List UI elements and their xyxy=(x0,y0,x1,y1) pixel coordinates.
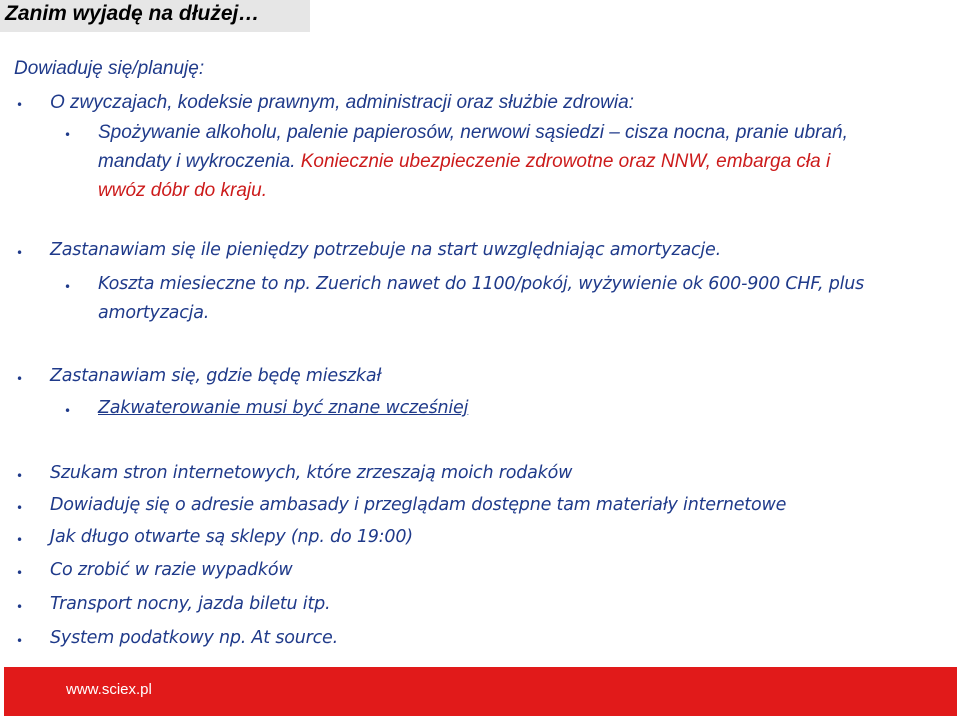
bullet-icon: • xyxy=(16,566,24,580)
list-item: Jak długo otwarte są sklepy (np. do 19:00) xyxy=(50,527,413,547)
list-item: Dowiaduję się o adresie ambasady i przeglądam dostępne tam materiały internetowe xyxy=(50,495,787,515)
bullet-icon: • xyxy=(16,533,24,547)
section2-heading: Zastanawiam się ile pieniędzy potrzebuje na start uwzględniając amortyzacje. xyxy=(50,240,721,260)
bullet-icon: • xyxy=(64,128,72,142)
bullet-icon: • xyxy=(64,404,72,418)
page-title: Zanim wyjadę na dłużej… xyxy=(5,2,260,25)
section2-sub-line-2: amortyzacja. xyxy=(98,303,210,323)
section1-sub-line-3: wwóz dóbr do kraju. xyxy=(98,180,267,201)
bullet-icon: • xyxy=(16,98,24,112)
section3-heading: Zastanawiam się, gdzie będę mieszkał xyxy=(50,366,382,386)
footer-url[interactable]: www.sciex.pl xyxy=(66,681,152,698)
section1-heading: O zwyczajach, kodeksie prawnym, administracji oraz służbie zdrowia: xyxy=(50,92,634,113)
bullet-icon: • xyxy=(16,600,24,614)
list-item: System podatkowy np. At source. xyxy=(50,628,338,648)
intro-text: Dowiaduję się/planuję: xyxy=(14,58,205,79)
section1-sub-line-1: Spożywanie alkoholu, palenie papierosów, nerwowi sąsiedzi – cisza nocna, pranie ubrań, xyxy=(98,122,848,143)
list-item: Transport nocny, jazda biletu itp. xyxy=(50,594,331,614)
list-item: Co zrobić w razie wypadków xyxy=(50,560,293,580)
title-box xyxy=(0,0,310,32)
section1-sub-part-b: Koniecznie ubezpieczenie zdrowotne oraz NNW, embarga cła i xyxy=(295,151,831,172)
bullet-icon: • xyxy=(16,634,24,648)
bullet-icon: • xyxy=(16,469,24,483)
bullet-icon: • xyxy=(64,280,72,294)
section1-sub-line-2 xyxy=(98,151,830,173)
bullet-icon: • xyxy=(16,501,24,515)
list-item: Szukam stron internetowych, które zrzeszają moich rodaków xyxy=(50,463,573,483)
section1-sub-part-a: mandaty i wykroczenia. xyxy=(98,151,296,172)
footer-bar xyxy=(4,667,957,716)
bullet-icon: • xyxy=(16,372,24,386)
section2-sub-line-1: Koszta miesieczne to np. Zuerich nawet do 1100/pokój, wyżywienie ok 600-900 CHF, plus xyxy=(98,274,865,294)
section3-sub: Zakwaterowanie musi być znane wcześniej xyxy=(98,398,469,418)
bullet-icon: • xyxy=(16,246,24,260)
